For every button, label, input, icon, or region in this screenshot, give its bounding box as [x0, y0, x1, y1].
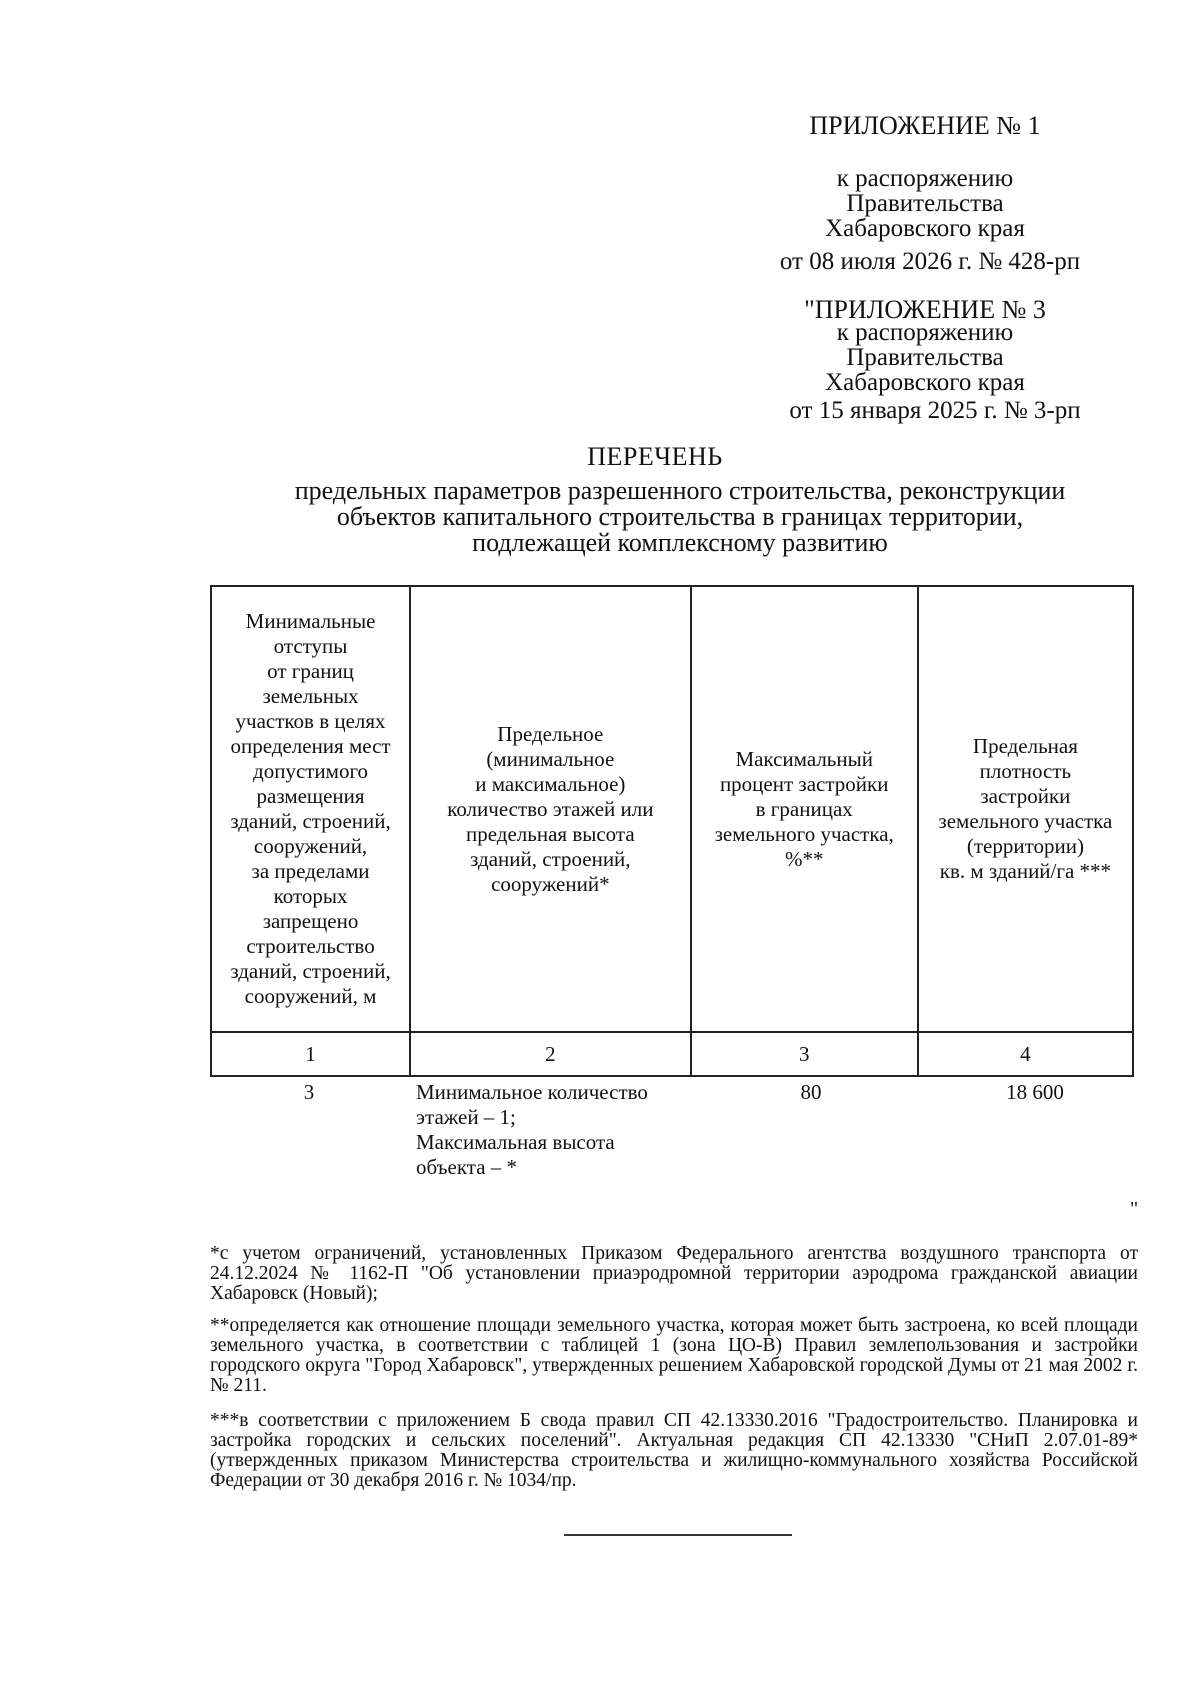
header-line: земельного участка — [938, 809, 1113, 833]
order-line: Хабаровского края — [825, 215, 1025, 242]
subtitle-line: подлежащей комплексному развитию — [472, 528, 888, 557]
header-line: определения мест — [230, 734, 391, 758]
value-line: этажей – 1; — [416, 1105, 516, 1129]
order-line: к распоряжению — [836, 319, 1014, 346]
subtitle-line: объектов капитального строительства в границах территории, — [336, 502, 1024, 531]
header-line: сооружений, — [253, 834, 368, 858]
header-line: отступы — [273, 634, 348, 658]
header-line: строительство — [246, 934, 375, 958]
header-line: размещения — [256, 784, 365, 808]
column-number: 3 — [691, 1032, 918, 1076]
footnote-3: ***в соответствии с приложением Б свода правил СП 42.13330.2016 "Градостроительство. Планировка и застройка городских и сельских поселений". Актуальная редакция СП 42.13330 "СНиП 2.07.01-89* (утвержденных приказом Министерства строительства и жилищно-коммунального хозяйства Российской Федерации от 30 декабря 2016 г. № 1034/пр. — [210, 1410, 1138, 1491]
footnote-2: **определяется как отношение площади земельного участка, которая может быть застроена, ко всей площади земельного участка, в соответствии с таблицей 1 (зона ЦО-В) Правил землепользования и застройки городского округа "Город Хабаровск", утвержденных решением Хабаровской городской Думы от 21 мая 2002 г. № 211. — [210, 1315, 1138, 1396]
column-number: 1 — [211, 1032, 410, 1076]
closing-quote: " — [1130, 1198, 1139, 1220]
header-line: Предельная — [972, 734, 1078, 758]
document-title: ПЕРЕЧЕНЬ — [587, 442, 723, 471]
value-line: Минимальное количество — [416, 1080, 648, 1104]
order-line: Правительства — [846, 344, 1004, 371]
order-reference-3 — [760, 320, 1090, 395]
header-line: от границ — [267, 659, 354, 683]
header-line: количество этажей или — [447, 796, 654, 821]
header-max-coverage — [691, 586, 918, 1032]
header-line: сооружений* — [491, 871, 610, 896]
header-line: Предельное — [497, 721, 604, 746]
footnote-1: *с учетом ограничений, установленных Приказом Федерального агентства воздушного транспорта от 24.12.2024 № 1162-П "Об установлении приаэродромной территории аэродрома гражданской авиации Хабаровск (Новый); — [210, 1243, 1138, 1304]
column-number: 4 — [918, 1032, 1133, 1076]
header-line: предельная высота — [466, 821, 635, 846]
value-line: Максимальная высота — [416, 1130, 615, 1154]
column-number-row — [211, 1032, 1133, 1076]
order-line: Правительства — [846, 190, 1004, 217]
appendix-number-1: ПРИЛОЖЕНИЕ № 1 — [809, 111, 1041, 140]
header-line: земельного участка, — [714, 821, 894, 846]
order-reference-1 — [760, 166, 1090, 241]
header-line: Максимальный — [735, 746, 873, 771]
header-line: Минимальные — [245, 609, 376, 633]
header-line: (территории) — [966, 834, 1084, 858]
parameters-table — [210, 585, 1134, 1077]
header-line: земельных — [262, 684, 359, 708]
value-line: объекта – * — [416, 1155, 518, 1179]
header-min-setbacks — [211, 586, 410, 1032]
header-line: зданий, строений, — [230, 809, 391, 833]
header-line: допустимого — [253, 759, 369, 783]
header-line: зданий, строений, — [470, 846, 631, 871]
header-line: зданий, строений, — [230, 959, 391, 983]
document-subtitle — [240, 478, 1120, 556]
order-line: Хабаровского края — [825, 369, 1025, 396]
header-line: (минимальное — [486, 746, 615, 771]
order-line: к распоряжению — [836, 165, 1014, 192]
header-line: плотность — [979, 759, 1072, 783]
header-line: и максимальное) — [475, 771, 626, 796]
header-density — [918, 586, 1133, 1032]
header-line: застройки — [980, 784, 1071, 808]
header-line: сооружений, м — [244, 984, 377, 1008]
subtitle-line: предельных параметров разрешенного строительства, реконструкции — [294, 476, 1066, 505]
value-floors-height — [416, 1080, 686, 1180]
value-density: 18 600 — [1006, 1080, 1064, 1104]
header-line: в границах — [755, 796, 853, 821]
table-header-row — [211, 586, 1133, 1032]
order-date-1: от 08 июля 2026 г. № 428-рп — [779, 248, 1081, 275]
closing-rule — [564, 1534, 792, 1536]
header-line: которых — [273, 884, 348, 908]
header-floors-height — [410, 586, 691, 1032]
appendix-number-3: "ПРИЛОЖЕНИЕ № 3 — [804, 295, 1046, 324]
order-date-3: от 15 января 2025 г. № 3-рп — [789, 397, 1081, 424]
header-line: запрещено — [262, 909, 359, 933]
value-max-coverage: 80 — [800, 1080, 822, 1104]
header-line: за пределами — [251, 859, 370, 883]
header-line: участков в целях — [235, 709, 386, 733]
column-number: 2 — [410, 1032, 691, 1076]
header-line: кв. м зданий/га *** — [939, 859, 1112, 883]
value-setback: 3 — [303, 1080, 315, 1104]
header-line: процент застройки — [719, 771, 889, 796]
header-line: %** — [784, 846, 824, 871]
